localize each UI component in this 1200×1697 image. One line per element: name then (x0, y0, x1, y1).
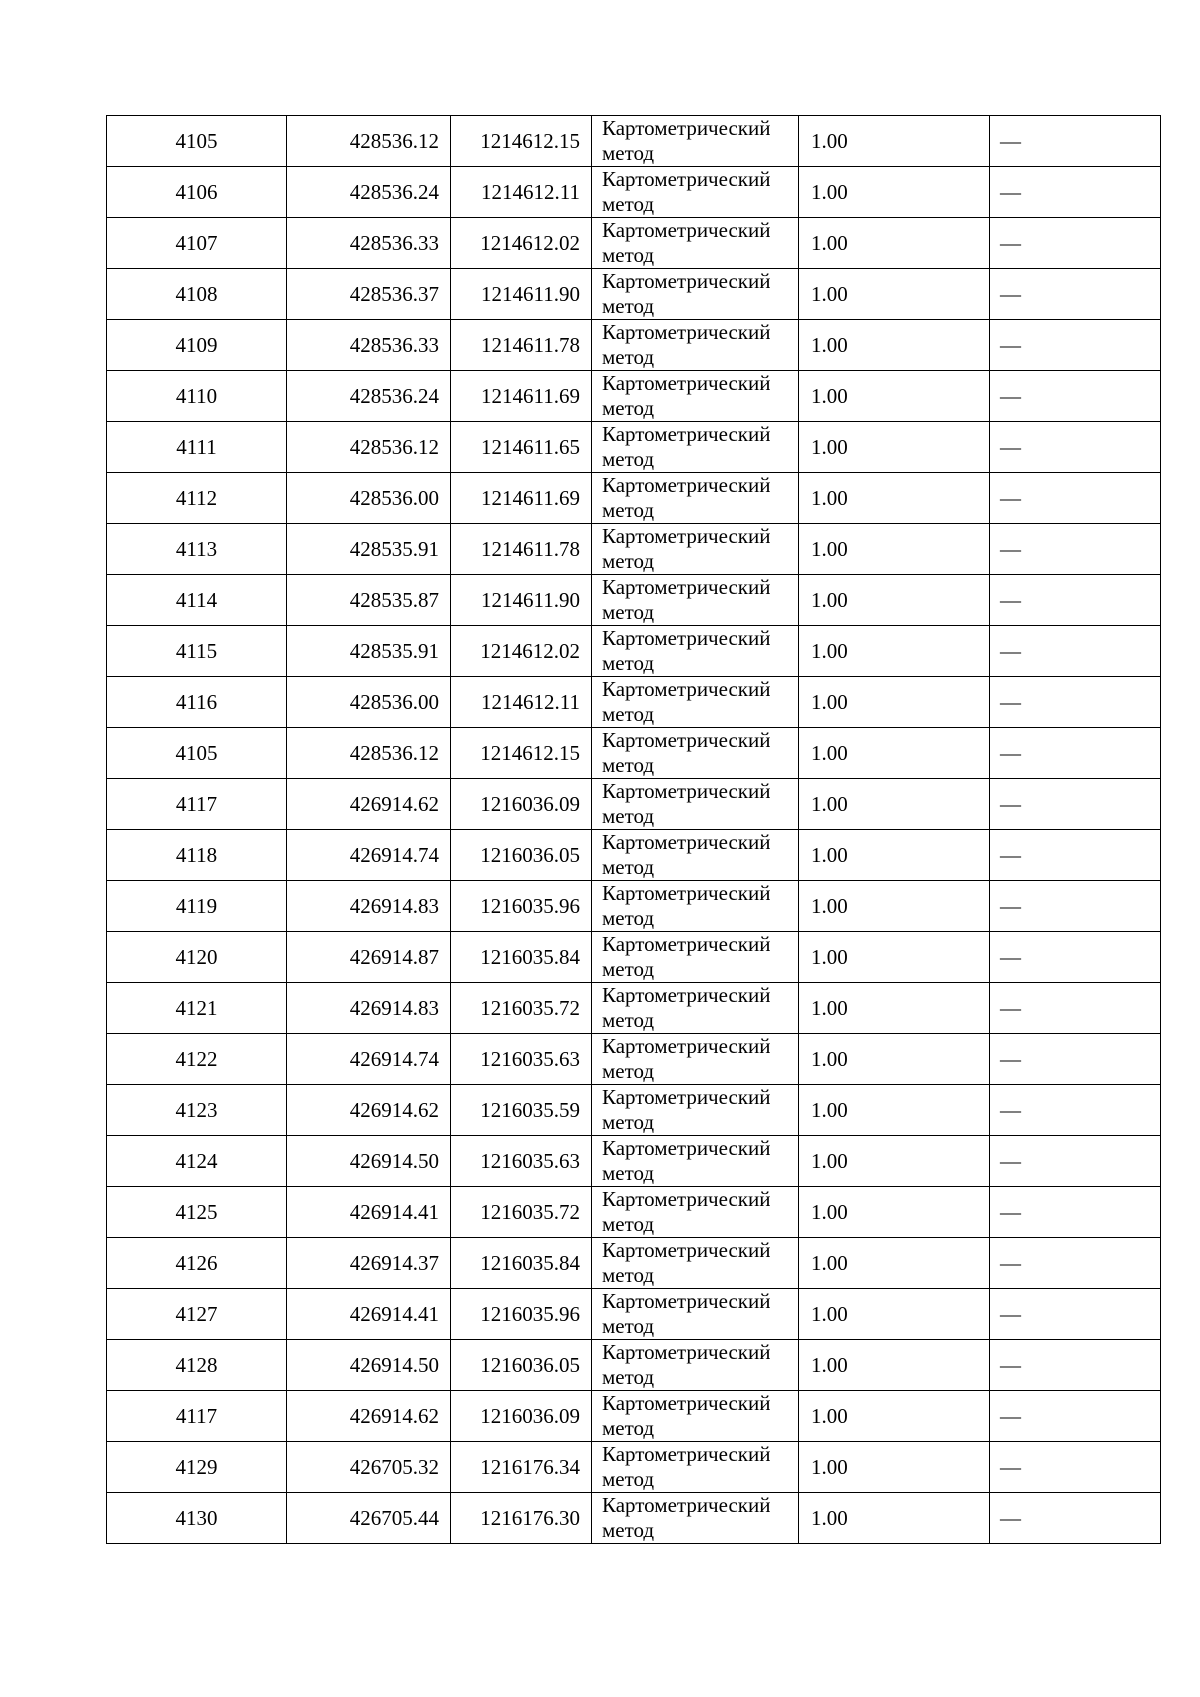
method-text-line-1: Картометрический (602, 1136, 771, 1160)
table-row (107, 1391, 1161, 1442)
y-coordinate-cell: 1216176.30 (451, 1493, 592, 1544)
y-coordinate-cell: 1214611.90 (451, 575, 592, 626)
table-row (107, 1085, 1161, 1136)
method-cell (592, 371, 799, 422)
x-coordinate-cell: 426914.74 (287, 1034, 451, 1085)
accuracy-cell: 1.00 (799, 1238, 990, 1289)
x-coordinate-cell: 426914.41 (287, 1289, 451, 1340)
accuracy-cell: 1.00 (799, 728, 990, 779)
method-text-line-1: Картометрический (602, 1034, 771, 1058)
method-text-line-1: Картометрический (602, 830, 771, 854)
method-text-line-1: Картометрический (602, 1391, 771, 1415)
y-coordinate-cell: 1216035.72 (451, 983, 592, 1034)
y-coordinate-cell: 1216035.63 (451, 1034, 592, 1085)
method-text-line-2: метод (602, 1416, 655, 1440)
method-text-line-1: Картометрический (602, 1238, 771, 1262)
description-cell: — (990, 1238, 1161, 1289)
method-cell (592, 473, 799, 524)
point-number-cell: 4126 (107, 1238, 287, 1289)
x-coordinate-cell: 426914.41 (287, 1187, 451, 1238)
method-text-line-2: метод (602, 396, 655, 420)
description-cell: — (990, 1136, 1161, 1187)
y-coordinate-cell: 1214611.90 (451, 269, 592, 320)
point-number-cell: 4116 (107, 677, 287, 728)
table-row (107, 779, 1161, 830)
method-text-line-1: Картометрический (602, 473, 771, 497)
x-coordinate-cell: 428536.33 (287, 218, 451, 269)
method-text-line-2: метод (602, 1161, 655, 1185)
table-row (107, 932, 1161, 983)
y-coordinate-cell: 1216036.05 (451, 1340, 592, 1391)
method-text-line-2: метод (602, 549, 655, 573)
y-coordinate-cell: 1216035.63 (451, 1136, 592, 1187)
accuracy-cell: 1.00 (799, 524, 990, 575)
y-coordinate-cell: 1214612.11 (451, 677, 592, 728)
y-coordinate-cell: 1216036.09 (451, 779, 592, 830)
x-coordinate-cell: 428536.37 (287, 269, 451, 320)
method-text-line-1: Картометрический (602, 116, 771, 140)
description-cell: — (990, 1034, 1161, 1085)
y-coordinate-cell: 1216035.96 (451, 1289, 592, 1340)
method-text-line-2: метод (602, 651, 655, 675)
method-text-line-1: Картометрический (602, 524, 771, 548)
y-coordinate-cell: 1216176.34 (451, 1442, 592, 1493)
description-cell: — (990, 167, 1161, 218)
description-cell: — (990, 1391, 1161, 1442)
description-cell: — (990, 269, 1161, 320)
accuracy-cell: 1.00 (799, 1187, 990, 1238)
method-text-line-2: метод (602, 1467, 655, 1491)
y-coordinate-cell: 1214611.69 (451, 371, 592, 422)
method-text-line-2: метод (602, 1518, 655, 1542)
description-cell: — (990, 881, 1161, 932)
y-coordinate-cell: 1214611.69 (451, 473, 592, 524)
method-text-line-2: метод (602, 702, 655, 726)
point-number-cell: 4109 (107, 320, 287, 371)
method-cell (592, 626, 799, 677)
table-row (107, 1034, 1161, 1085)
description-cell: — (990, 575, 1161, 626)
point-number-cell: 4105 (107, 116, 287, 167)
description-cell: — (990, 371, 1161, 422)
point-number-cell: 4114 (107, 575, 287, 626)
description-cell: — (990, 1085, 1161, 1136)
x-coordinate-cell: 426705.32 (287, 1442, 451, 1493)
method-cell (592, 677, 799, 728)
method-text-line-1: Картометрический (602, 422, 771, 446)
table-row (107, 1289, 1161, 1340)
y-coordinate-cell: 1214612.15 (451, 728, 592, 779)
description-cell: — (990, 1493, 1161, 1544)
point-number-cell: 4128 (107, 1340, 287, 1391)
description-cell: — (990, 422, 1161, 473)
accuracy-cell: 1.00 (799, 1289, 990, 1340)
accuracy-cell: 1.00 (799, 473, 990, 524)
description-cell: — (990, 524, 1161, 575)
method-cell (592, 1187, 799, 1238)
x-coordinate-cell: 426914.74 (287, 830, 451, 881)
table-row (107, 983, 1161, 1034)
table-row (107, 1136, 1161, 1187)
x-coordinate-cell: 426914.83 (287, 881, 451, 932)
method-cell (592, 779, 799, 830)
coordinates-table (106, 115, 1161, 1544)
method-text-line-1: Картометрический (602, 779, 771, 803)
method-text-line-1: Картометрический (602, 1187, 771, 1211)
method-cell (592, 881, 799, 932)
description-cell: — (990, 116, 1161, 167)
method-cell (592, 1034, 799, 1085)
point-number-cell: 4106 (107, 167, 287, 218)
method-text-line-1: Картометрический (602, 269, 771, 293)
method-text-line-1: Картометрический (602, 881, 771, 905)
method-text-line-2: метод (602, 498, 655, 522)
accuracy-cell: 1.00 (799, 1442, 990, 1493)
point-number-cell: 4121 (107, 983, 287, 1034)
point-number-cell: 4112 (107, 473, 287, 524)
method-text-line-1: Картометрический (602, 575, 771, 599)
method-cell (592, 1340, 799, 1391)
accuracy-cell: 1.00 (799, 422, 990, 473)
accuracy-cell: 1.00 (799, 1136, 990, 1187)
y-coordinate-cell: 1214612.15 (451, 116, 592, 167)
y-coordinate-cell: 1214611.65 (451, 422, 592, 473)
description-cell: — (990, 473, 1161, 524)
x-coordinate-cell: 428536.12 (287, 728, 451, 779)
method-cell (592, 830, 799, 881)
method-text-line-1: Картометрический (602, 1289, 771, 1313)
table-row (107, 1340, 1161, 1391)
accuracy-cell: 1.00 (799, 779, 990, 830)
accuracy-cell: 1.00 (799, 116, 990, 167)
accuracy-cell: 1.00 (799, 371, 990, 422)
point-number-cell: 4110 (107, 371, 287, 422)
description-cell: — (990, 320, 1161, 371)
y-coordinate-cell: 1214611.78 (451, 524, 592, 575)
point-number-cell: 4123 (107, 1085, 287, 1136)
description-cell: — (990, 728, 1161, 779)
y-coordinate-cell: 1216035.84 (451, 932, 592, 983)
method-cell (592, 167, 799, 218)
point-number-cell: 4124 (107, 1136, 287, 1187)
x-coordinate-cell: 426914.87 (287, 932, 451, 983)
x-coordinate-cell: 428536.00 (287, 677, 451, 728)
accuracy-cell: 1.00 (799, 167, 990, 218)
point-number-cell: 4118 (107, 830, 287, 881)
y-coordinate-cell: 1216035.96 (451, 881, 592, 932)
method-text-line-2: метод (602, 855, 655, 879)
description-cell: — (990, 983, 1161, 1034)
x-coordinate-cell: 428536.00 (287, 473, 451, 524)
description-cell: — (990, 779, 1161, 830)
point-number-cell: 4105 (107, 728, 287, 779)
method-text-line-1: Картометрический (602, 218, 771, 242)
method-text-line-1: Картометрический (602, 1442, 771, 1466)
method-text-line-2: метод (602, 1365, 655, 1389)
method-text-line-2: метод (602, 243, 655, 267)
description-cell: — (990, 626, 1161, 677)
method-text-line-2: метод (602, 957, 655, 981)
point-number-cell: 4129 (107, 1442, 287, 1493)
accuracy-cell: 1.00 (799, 1391, 990, 1442)
table-row (107, 371, 1161, 422)
x-coordinate-cell: 426914.50 (287, 1340, 451, 1391)
y-coordinate-cell: 1214612.02 (451, 626, 592, 677)
y-coordinate-cell: 1216036.05 (451, 830, 592, 881)
y-coordinate-cell: 1214612.11 (451, 167, 592, 218)
method-cell (592, 1238, 799, 1289)
method-text-line-1: Картометрический (602, 167, 771, 191)
method-cell (592, 1442, 799, 1493)
x-coordinate-cell: 428536.24 (287, 371, 451, 422)
method-text-line-2: метод (602, 1110, 655, 1134)
description-cell: — (990, 677, 1161, 728)
x-coordinate-cell: 428536.12 (287, 422, 451, 473)
point-number-cell: 4113 (107, 524, 287, 575)
table-row (107, 218, 1161, 269)
x-coordinate-cell: 426914.62 (287, 1085, 451, 1136)
description-cell: — (990, 1442, 1161, 1493)
description-cell: — (990, 830, 1161, 881)
method-text-line-2: метод (602, 1008, 655, 1032)
method-text-line-1: Картометрический (602, 1493, 771, 1517)
accuracy-cell: 1.00 (799, 269, 990, 320)
method-cell (592, 1136, 799, 1187)
table-row (107, 728, 1161, 779)
y-coordinate-cell: 1216036.09 (451, 1391, 592, 1442)
accuracy-cell: 1.00 (799, 1340, 990, 1391)
x-coordinate-cell: 426914.62 (287, 1391, 451, 1442)
method-cell (592, 983, 799, 1034)
table-row (107, 881, 1161, 932)
method-text-line-1: Картометрический (602, 371, 771, 395)
table-row (107, 626, 1161, 677)
table-row (107, 524, 1161, 575)
method-text-line-2: метод (602, 141, 655, 165)
method-text-line-2: метод (602, 804, 655, 828)
x-coordinate-cell: 426914.62 (287, 779, 451, 830)
y-coordinate-cell: 1214612.02 (451, 218, 592, 269)
table-row (107, 116, 1161, 167)
accuracy-cell: 1.00 (799, 881, 990, 932)
method-cell (592, 1493, 799, 1544)
table-row (107, 1238, 1161, 1289)
method-text-line-2: метод (602, 345, 655, 369)
table-row (107, 167, 1161, 218)
table-row (107, 1493, 1161, 1544)
x-coordinate-cell: 428536.24 (287, 167, 451, 218)
method-text-line-1: Картометрический (602, 983, 771, 1007)
method-text-line-1: Картометрический (602, 677, 771, 701)
method-cell (592, 524, 799, 575)
y-coordinate-cell: 1216035.84 (451, 1238, 592, 1289)
description-cell: — (990, 1289, 1161, 1340)
method-cell (592, 269, 799, 320)
x-coordinate-cell: 426705.44 (287, 1493, 451, 1544)
method-text-line-2: метод (602, 906, 655, 930)
table-row (107, 1442, 1161, 1493)
method-text-line-1: Картометрический (602, 932, 771, 956)
method-text-line-2: метод (602, 753, 655, 777)
x-coordinate-cell: 428535.87 (287, 575, 451, 626)
description-cell: — (990, 1340, 1161, 1391)
method-text-line-2: метод (602, 1263, 655, 1287)
accuracy-cell: 1.00 (799, 677, 990, 728)
y-coordinate-cell: 1216035.72 (451, 1187, 592, 1238)
method-text-line-1: Картометрический (602, 1085, 771, 1109)
accuracy-cell: 1.00 (799, 932, 990, 983)
description-cell: — (990, 218, 1161, 269)
point-number-cell: 4120 (107, 932, 287, 983)
point-number-cell: 4122 (107, 1034, 287, 1085)
method-cell (592, 728, 799, 779)
table-row (107, 320, 1161, 371)
y-coordinate-cell: 1216035.59 (451, 1085, 592, 1136)
point-number-cell: 4127 (107, 1289, 287, 1340)
accuracy-cell: 1.00 (799, 1034, 990, 1085)
accuracy-cell: 1.00 (799, 320, 990, 371)
accuracy-cell: 1.00 (799, 575, 990, 626)
method-text-line-2: метод (602, 294, 655, 318)
x-coordinate-cell: 426914.37 (287, 1238, 451, 1289)
table-row (107, 269, 1161, 320)
method-text-line-1: Картометрический (602, 626, 771, 650)
table-row (107, 830, 1161, 881)
method-cell (592, 218, 799, 269)
coordinates-table-body (107, 116, 1161, 1544)
description-cell: — (990, 932, 1161, 983)
point-number-cell: 4117 (107, 779, 287, 830)
x-coordinate-cell: 428535.91 (287, 626, 451, 677)
point-number-cell: 4117 (107, 1391, 287, 1442)
method-cell (592, 1289, 799, 1340)
method-text-line-2: метод (602, 1314, 655, 1338)
x-coordinate-cell: 426914.83 (287, 983, 451, 1034)
description-cell: — (990, 1187, 1161, 1238)
method-text-line-1: Картометрический (602, 320, 771, 344)
table-row (107, 677, 1161, 728)
x-coordinate-cell: 428536.12 (287, 116, 451, 167)
x-coordinate-cell: 428536.33 (287, 320, 451, 371)
accuracy-cell: 1.00 (799, 830, 990, 881)
accuracy-cell: 1.00 (799, 1493, 990, 1544)
point-number-cell: 4108 (107, 269, 287, 320)
point-number-cell: 4119 (107, 881, 287, 932)
method-cell (592, 116, 799, 167)
point-number-cell: 4107 (107, 218, 287, 269)
table-row (107, 473, 1161, 524)
method-text-line-1: Картометрический (602, 728, 771, 752)
point-number-cell: 4130 (107, 1493, 287, 1544)
y-coordinate-cell: 1214611.78 (451, 320, 592, 371)
method-cell (592, 1085, 799, 1136)
table-row (107, 422, 1161, 473)
accuracy-cell: 1.00 (799, 626, 990, 677)
accuracy-cell: 1.00 (799, 1085, 990, 1136)
method-text-line-2: метод (602, 447, 655, 471)
x-coordinate-cell: 426914.50 (287, 1136, 451, 1187)
method-text-line-2: метод (602, 192, 655, 216)
method-cell (592, 575, 799, 626)
accuracy-cell: 1.00 (799, 983, 990, 1034)
table-row (107, 575, 1161, 626)
method-cell (592, 320, 799, 371)
point-number-cell: 4111 (107, 422, 287, 473)
method-text-line-2: метод (602, 1212, 655, 1236)
method-cell (592, 1391, 799, 1442)
method-cell (592, 932, 799, 983)
x-coordinate-cell: 428535.91 (287, 524, 451, 575)
accuracy-cell: 1.00 (799, 218, 990, 269)
method-text-line-2: метод (602, 1059, 655, 1083)
point-number-cell: 4115 (107, 626, 287, 677)
table-row (107, 1187, 1161, 1238)
point-number-cell: 4125 (107, 1187, 287, 1238)
method-text-line-2: метод (602, 600, 655, 624)
method-text-line-1: Картометрический (602, 1340, 771, 1364)
method-cell (592, 422, 799, 473)
